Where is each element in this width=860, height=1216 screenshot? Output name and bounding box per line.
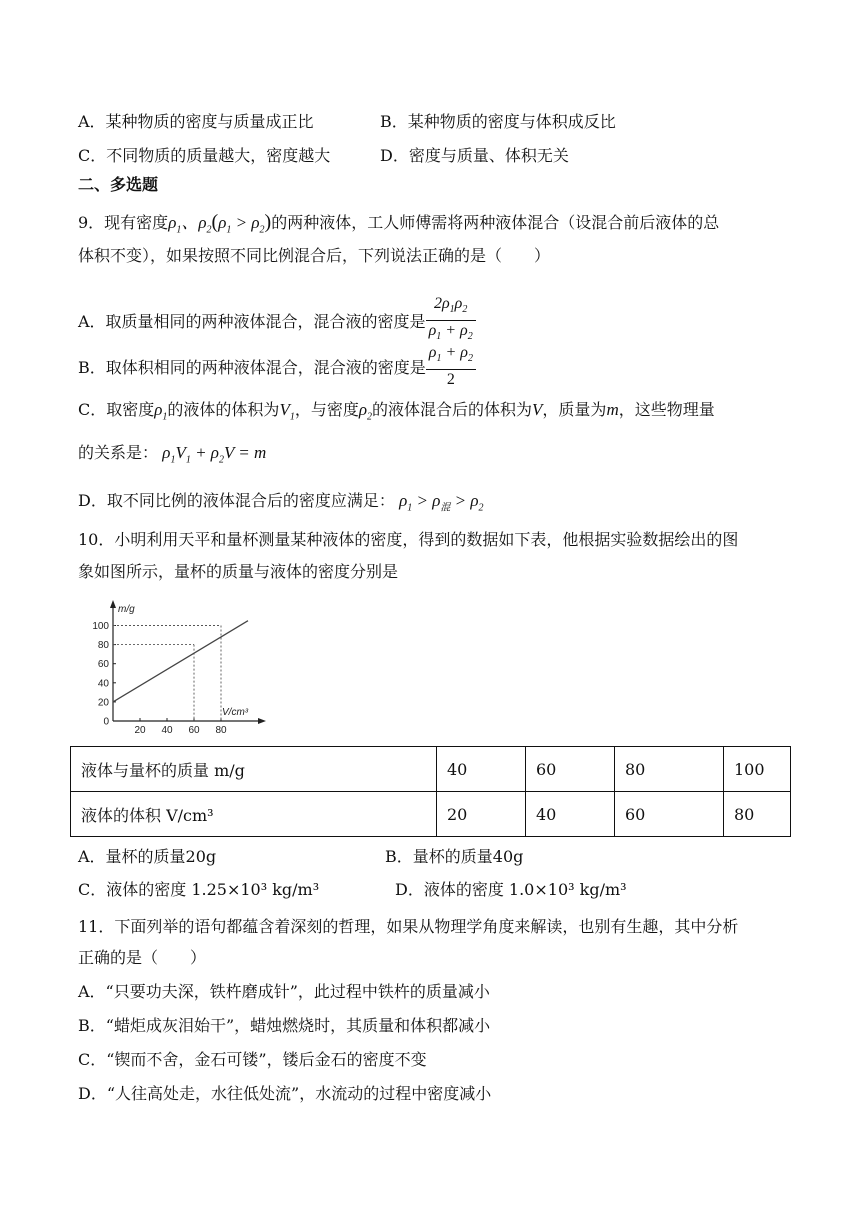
- q9-option-b: B．取体积相同的两种液体混合，混合液的密度是 $\frac{\rho_1 + \rho_2}{2}$: [78, 343, 476, 390]
- y-tick-label: 0: [103, 716, 109, 728]
- section-heading: 二、多选题: [78, 175, 159, 194]
- table-cell: 80: [724, 792, 791, 837]
- q8-option-d: D．密度与质量、体积无关: [380, 146, 569, 165]
- q8-option-c: C．不同物质的质量越大，密度越大: [78, 146, 331, 165]
- q9-option-a: A．取质量相同的两种液体混合，混合液的密度是 $\frac{2\rho_1\rho_2}{\rho_1 + \rho_2}$: [78, 294, 476, 347]
- q10-option-b: B．量杯的质量40g: [385, 847, 524, 866]
- q9-option-d: D．取不同比例的液体混合后的密度应满足： $\rho_1 > \rho_混 > \rho_2$: [78, 491, 484, 514]
- x-tick-label: 60: [188, 725, 200, 736]
- table-cell: 液体与量杯的质量 m/g: [71, 747, 437, 792]
- table-cell: 60: [526, 747, 615, 792]
- x-axis-label: V/cm³: [222, 707, 249, 718]
- q8-option-a: A．某种物质的密度与质量成正比: [78, 112, 314, 131]
- table-row: [71, 747, 791, 792]
- x-tick-label: 20: [134, 725, 146, 736]
- q11-option-d: D．“人往高处走，水往低处流”，水流动的过程中密度减小: [78, 1084, 492, 1103]
- q10-stem-line1: 10．小明利用天平和量杯测量某种液体的密度，得到的数据如下表，他根据实验数据绘出的图: [78, 530, 739, 549]
- q11-option-a: A．“只要功夫深，铁杵磨成针”，此过程中铁杵的质量减小: [78, 982, 490, 1001]
- q9-a-fraction: $\frac{2\rho_1\rho_2}{\rho_1 + \rho_2}$: [426, 294, 476, 347]
- table-cell: 100: [724, 747, 791, 792]
- table-row: [71, 792, 791, 837]
- q11-option-b: B．“蜡炬成灰泪始干”，蜡烛燃烧时，其质量和体积都减小: [78, 1016, 491, 1035]
- q10-option-c: C．液体的密度 1.25×10³ kg/m³: [78, 880, 320, 899]
- table-cell: 60: [615, 792, 724, 837]
- y-tick-label: 100: [92, 621, 109, 632]
- q8-option-b: B．某种物质的密度与体积成反比: [380, 112, 616, 131]
- table-cell: 40: [526, 792, 615, 837]
- data-line: [113, 621, 248, 702]
- table-cell: 液体的体积 V/cm³: [71, 792, 437, 837]
- q10-stem-line2: 象如图所示，量杯的质量与液体的密度分别是: [78, 562, 399, 581]
- mass-volume-graph: [80, 596, 270, 736]
- x-tick-label: 80: [215, 725, 227, 736]
- q9-b-fraction: $\frac{\rho_1 + \rho_2}{2}$: [426, 343, 476, 390]
- y-tick-label: 40: [97, 678, 109, 690]
- q11-option-c: C．“锲而不舍，金石可镂”，镂后金石的密度不变: [78, 1050, 427, 1069]
- q11-stem-line2: 正确的是（ ）: [78, 948, 207, 967]
- x-tick-label: 40: [161, 725, 173, 736]
- q9-stem-line2: 体积不变），如果按照不同比例混合后，下列说法正确的是（ ）: [78, 246, 551, 265]
- guide-lines: [113, 626, 221, 722]
- q11-stem-line1: 11．下面列举的语句都蕴含着深刻的哲理，如果从物理学角度来解读，也别有生趣，其中分析: [78, 917, 739, 936]
- y-tick-label: 80: [97, 640, 109, 652]
- q10-option-a: A．量杯的质量20g: [78, 847, 217, 866]
- q9-option-c-line1: C．取密度$\rho_1$的液体的体积为$V_1$，与密度$\rho_2$的液体混合后的体积为V，质量为m，这些物理量: [78, 400, 715, 423]
- x-axis-arrow: [258, 718, 266, 724]
- q10-option-d: D．液体的密度 1.0×10³ kg/m³: [395, 880, 627, 899]
- data-table: [70, 746, 791, 837]
- table-cell: 80: [615, 747, 724, 792]
- y-tick-label: 60: [97, 659, 109, 671]
- q9-stem-line1: 9．现有密度$\rho_1$、$\rho_2(\rho_1 > \rho_2)$的两种液体，工人师傅需将两种液体混合（设混合前后液体的总: [78, 211, 720, 236]
- y-axis-arrow: [110, 600, 116, 608]
- y-tick-label: 20: [97, 697, 109, 709]
- q9-option-c-line2: 的关系是： $\rho_1V_1 + \rho_2V = m$: [78, 443, 267, 466]
- y-axis-label: m/g: [118, 604, 135, 615]
- table-cell: 20: [437, 792, 526, 837]
- table-cell: 40: [437, 747, 526, 792]
